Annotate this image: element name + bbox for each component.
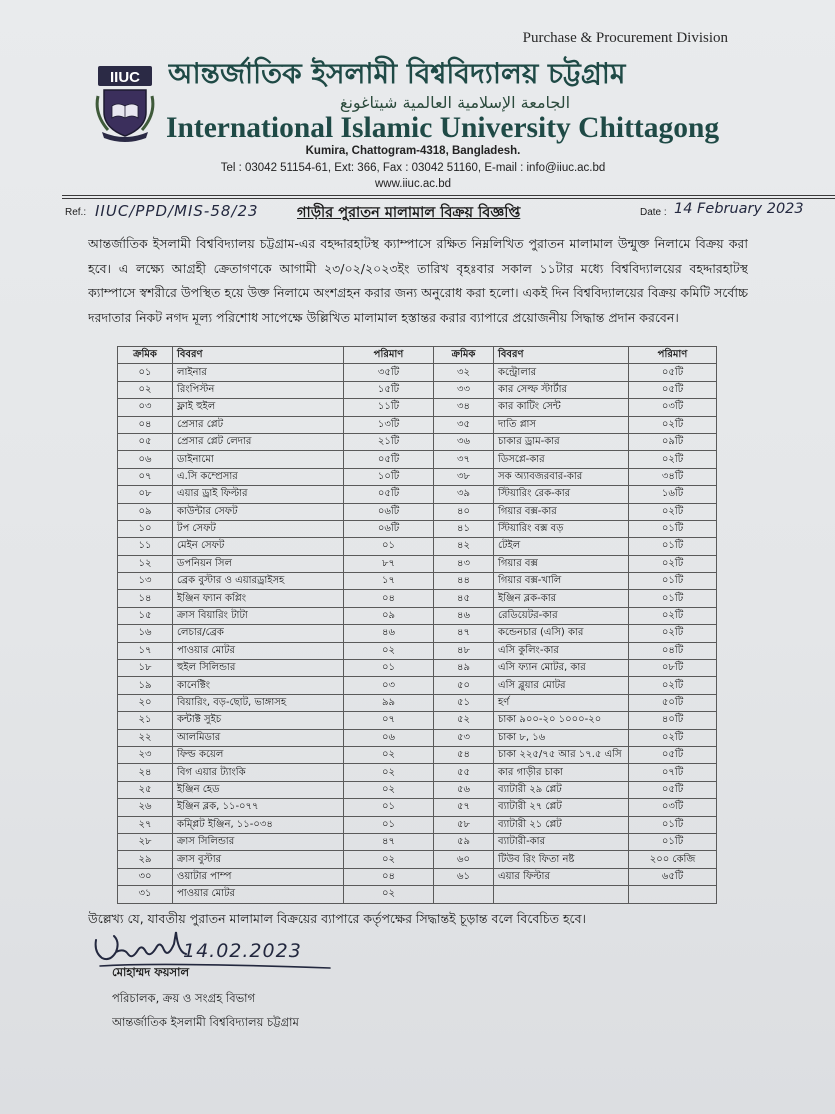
- quantity-cell: ০২টি: [629, 677, 717, 694]
- date-label: Date :: [640, 207, 667, 218]
- item-cell: দাতি প্লাস: [494, 416, 629, 433]
- header-serial: ক্রমিক: [118, 347, 173, 364]
- table-row: [118, 503, 717, 520]
- item-cell: বিয়ারিং, বড়-ছোট, ভাঙ্গাসহ: [173, 694, 344, 711]
- quantity-cell: ০৪: [344, 590, 434, 607]
- item-cell: ফিল্ড কয়েল: [173, 746, 344, 763]
- serial-cell: ৫৮: [434, 816, 494, 833]
- notice-body: আন্তর্জাতিক ইসলামী বিশ্ববিদ্যালয় চট্টগ্রাম-এর বহদ্দারহাটস্থ ক্যাম্পাসে রক্ষিত নিম্নলিখিত পুরাতন মালামাল উন্মুক্ত নিলামে বিক্রয় করা হবে। এ লক্ষ্যে আগ্রহী ক্রেতাগণকে আগামী ২৩/০২/২০২৩ইং তারিখ বৃহঃবার সকাল ১১টার মধ্যে বিশ্ববিদ্যালয়ের বহদ্দারহাটস্থ ক্যাম্পাসে স্বশরীরে উপস্থিত হয়ে উক্ত নিলামে অংশগ্রহন করার জন্য অনুরোধ করা হলো। একই দিন বিশ্ববিদ্যালয়ের বিক্রয় কমিটি সর্বোচ্চ দরদাতার নিকট নগদ মূল্য পরিশোধ সাপেক্ষে উল্লিখিত মালামাল হস্তান্তর করার ব্যাপারে প্রয়োজনীয় সিদ্ধান্ত প্রদান করবেন।: [88, 236, 748, 325]
- table-row: [118, 538, 717, 555]
- closing-note: উল্লেখ্য যে, যাবতীয় পুরাতন মালামাল বিক্রয়ের ব্যাপারে কর্তৃপক্ষের সিদ্ধান্তই চূড়ান্ত বলে বিবেচিত হবে।: [88, 911, 586, 926]
- items-table: [117, 346, 717, 904]
- quantity-cell: ৯৯: [344, 694, 434, 711]
- quantity-cell: ৩৪টি: [629, 468, 717, 485]
- table-row: [118, 868, 717, 885]
- table-row: [118, 607, 717, 624]
- serial-cell: ৩৫: [434, 416, 494, 433]
- item-cell: ডপনিয়ন সিল: [173, 555, 344, 572]
- quantity-cell: ০১: [344, 660, 434, 677]
- item-cell: গিয়ার বক্স-খালি: [494, 573, 629, 590]
- header-quantity: পরিমাণ: [344, 347, 434, 364]
- quantity-cell: ০৫টি: [344, 486, 434, 503]
- quantity-cell: ০২টি: [629, 555, 717, 572]
- quantity-cell: ০৭: [344, 712, 434, 729]
- table-row: [118, 764, 717, 781]
- quantity-cell: ০১টি: [629, 833, 717, 850]
- item-cell: ওয়াটার পাম্প: [173, 868, 344, 885]
- contact-line: Tel : 03042 51154-61, Ext: 366, Fax : 03042 51160, E-mail : info@iiuc.ac.bd: [220, 162, 606, 174]
- serial-cell: ০৮: [118, 486, 173, 503]
- item-cell: টেইল: [494, 538, 629, 555]
- serial-cell: ৪৫: [434, 590, 494, 607]
- item-cell: স্টিয়ারিং বক্স বড়: [494, 520, 629, 537]
- serial-cell: ১৯: [118, 677, 173, 694]
- table-row: [118, 712, 717, 729]
- signatory-designation: পরিচালক, ক্রয় ও সংগ্রহ বিভাগ: [112, 991, 256, 1005]
- quantity-cell: ০২: [344, 764, 434, 781]
- item-cell: গিয়ার বক্স: [494, 555, 629, 572]
- item-cell: ব্রেক বুস্টার ও এয়ারড্রাইসহ: [173, 573, 344, 590]
- item-cell: টপ সেফট: [173, 520, 344, 537]
- serial-cell: ৫৬: [434, 781, 494, 798]
- serial-cell: ৩৩: [434, 381, 494, 398]
- serial-cell: ৩৯: [434, 486, 494, 503]
- quantity-cell: [629, 886, 717, 903]
- item-cell: এসি ফ্যান মোটর, কার: [494, 660, 629, 677]
- table-row: [118, 590, 717, 607]
- table-row: [118, 399, 717, 416]
- quantity-cell: ০২টি: [629, 451, 717, 468]
- table-row: [118, 694, 717, 711]
- item-cell: সক অ্যাবজরবার-কার: [494, 468, 629, 485]
- serial-cell: ৩৬: [434, 433, 494, 450]
- serial-cell: ১৪: [118, 590, 173, 607]
- quantity-cell: ১০টি: [344, 468, 434, 485]
- quantity-cell: ১৭: [344, 573, 434, 590]
- quantity-cell: ০৫টি: [629, 364, 717, 381]
- serial-cell: ৫০: [434, 677, 494, 694]
- quantity-cell: ১৫টি: [344, 381, 434, 398]
- quantity-cell: ০২টি: [629, 729, 717, 746]
- quantity-cell: ০১: [344, 799, 434, 816]
- serial-cell: ০৯: [118, 503, 173, 520]
- quantity-cell: ০২: [344, 746, 434, 763]
- item-cell: এয়ার ড্রাই ফিল্টার: [173, 486, 344, 503]
- serial-cell: ৩১: [118, 886, 173, 903]
- quantity-cell: ০৭টি: [629, 764, 717, 781]
- university-name-english: International Islamic University Chittagong: [166, 112, 720, 144]
- serial-cell: ৪৬: [434, 607, 494, 624]
- serial-cell: ২৩: [118, 746, 173, 763]
- quantity-cell: ১৩টি: [344, 416, 434, 433]
- serial-cell: ৪৮: [434, 642, 494, 659]
- ref-number-handwritten: IIUC/PPD/MIS-58/23: [95, 202, 259, 220]
- division-name: Purchase & Procurement Division: [522, 30, 728, 46]
- item-cell: লেচার/ব্রেক: [173, 625, 344, 642]
- item-cell: হুইল সিলিন্ডার: [173, 660, 344, 677]
- item-cell: কানেক্টিং: [173, 677, 344, 694]
- item-cell: স্টিয়ারিং রেক-কার: [494, 486, 629, 503]
- serial-cell: ৫৩: [434, 729, 494, 746]
- item-cell: ক্রাস সিলিন্ডার: [173, 833, 344, 850]
- quantity-cell: ৪৭: [344, 833, 434, 850]
- quantity-cell: ৫০টি: [629, 694, 717, 711]
- serial-cell: ২৪: [118, 764, 173, 781]
- table-row: [118, 799, 717, 816]
- quantity-cell: ০২: [344, 781, 434, 798]
- table-row: [118, 851, 717, 868]
- item-cell: ব্যাটারী-কার: [494, 833, 629, 850]
- serial-cell: ৩২: [434, 364, 494, 381]
- quantity-cell: ০২: [344, 642, 434, 659]
- item-cell: এ.সি কম্প্রেসার: [173, 468, 344, 485]
- item-cell: ফ্লাই হুইল: [173, 399, 344, 416]
- quantity-cell: ০৪টি: [629, 642, 717, 659]
- item-cell: কার সেল্ফ স্টার্টার: [494, 381, 629, 398]
- item-cell: টিউব রিং ফিতা নষ্ট: [494, 851, 629, 868]
- item-cell: ডিসপ্লে-কার: [494, 451, 629, 468]
- serial-cell: ৪১: [434, 520, 494, 537]
- quantity-cell: ০২টি: [629, 625, 717, 642]
- item-cell: ক্রাস বুস্টার: [173, 851, 344, 868]
- table-row: [118, 729, 717, 746]
- item-cell: হর্ণ: [494, 694, 629, 711]
- signatory-organization: আন্তর্জাতিক ইসলামী বিশ্ববিদ্যালয় চট্টগ্রাম: [112, 1015, 299, 1029]
- table-body: [118, 364, 717, 903]
- item-cell: ইঞ্জিন ফ্যান কপ্লিং: [173, 590, 344, 607]
- university-name-bengali: আন্তর্জাতিক ইসলামী বিশ্ববিদ্যালয় চট্টগ্রাম: [168, 57, 626, 90]
- table-row: [118, 451, 717, 468]
- serial-cell: ২৯: [118, 851, 173, 868]
- item-cell: কম্প্লিট ইঞ্জিন, ১১-০৩৪: [173, 816, 344, 833]
- university-name-arabic: الجامعة الإسلامية العالمية شيتاغونغ: [339, 93, 571, 112]
- header-description: বিবরণ: [173, 347, 344, 364]
- quantity-cell: ০১টি: [629, 590, 717, 607]
- quantity-cell: ২১টি: [344, 433, 434, 450]
- quantity-cell: ৪০টি: [629, 712, 717, 729]
- serial-cell: ৪৭: [434, 625, 494, 642]
- item-cell: ইঞ্জিন ব্লক, ১১-০৭৭: [173, 799, 344, 816]
- quantity-cell: ০২টি: [629, 416, 717, 433]
- table-row: [118, 416, 717, 433]
- serial-cell: ১৬: [118, 625, 173, 642]
- quantity-cell: ০৬টি: [344, 503, 434, 520]
- quantity-cell: ০৬: [344, 729, 434, 746]
- serial-cell: ১৫: [118, 607, 173, 624]
- table-row: [118, 816, 717, 833]
- item-cell: কাউন্টার সেফট: [173, 503, 344, 520]
- serial-cell: ২৮: [118, 833, 173, 850]
- university-logo: [94, 66, 156, 142]
- item-cell: প্রেসার প্লেট লেদার: [173, 433, 344, 450]
- quantity-cell: ২০০ কেজি: [629, 851, 717, 868]
- serial-cell: ৫১: [434, 694, 494, 711]
- quantity-cell: ০৩টি: [629, 399, 717, 416]
- serial-cell: ৩০: [118, 868, 173, 885]
- serial-cell: ৪৩: [434, 555, 494, 572]
- serial-cell: ২৭: [118, 816, 173, 833]
- quantity-cell: ০২টি: [629, 503, 717, 520]
- quantity-cell: ০১টি: [629, 538, 717, 555]
- quantity-cell: ৮৭: [344, 555, 434, 572]
- table-row: [118, 746, 717, 763]
- item-cell: ব্যাটারী ২৯ প্লেট: [494, 781, 629, 798]
- serial-cell: ৫৭: [434, 799, 494, 816]
- item-cell: এসি ব্লুয়ার মোটর: [494, 677, 629, 694]
- quantity-cell: ১৬টি: [629, 486, 717, 503]
- quantity-cell: ০৪: [344, 868, 434, 885]
- table-row: [118, 833, 717, 850]
- serial-cell: ২৬: [118, 799, 173, 816]
- item-cell: রিংপিস্টন: [173, 381, 344, 398]
- item-cell: কার কাটিং সেন্ট: [494, 399, 629, 416]
- quantity-cell: ০১টি: [629, 520, 717, 537]
- table-row: [118, 486, 717, 503]
- serial-cell: ৪২: [434, 538, 494, 555]
- table-row: [118, 781, 717, 798]
- logo-text: IIUC: [110, 69, 140, 86]
- header-serial: ক্রমিক: [434, 347, 494, 364]
- serial-cell: ৫৯: [434, 833, 494, 850]
- quantity-cell: ০১টি: [629, 573, 717, 590]
- serial-cell: ৪০: [434, 503, 494, 520]
- serial-cell: ৫২: [434, 712, 494, 729]
- quantity-cell: ০২: [344, 886, 434, 903]
- table-row: [118, 677, 717, 694]
- item-cell: পাওয়ার মোটর: [173, 642, 344, 659]
- serial-cell: ০১: [118, 364, 173, 381]
- table-row: [118, 433, 717, 450]
- serial-cell: ২৫: [118, 781, 173, 798]
- table-row: [118, 555, 717, 572]
- serial-cell: ৫৫: [434, 764, 494, 781]
- table-row: [118, 573, 717, 590]
- serial-cell: ৪৯: [434, 660, 494, 677]
- item-cell: এসি কুলিং-কার: [494, 642, 629, 659]
- serial-cell: ১১: [118, 538, 173, 555]
- serial-cell: ১৩: [118, 573, 173, 590]
- item-cell: চাকা ৯০০-২০ ১০০০-২০: [494, 712, 629, 729]
- quantity-cell: ০৯টি: [629, 433, 717, 450]
- quantity-cell: ০৫টি: [629, 781, 717, 798]
- notice-title: গাড়ীর পুরাতন মালামাল বিক্রয় বিজ্ঞপ্তি: [297, 205, 521, 221]
- quantity-cell: ৪৬: [344, 625, 434, 642]
- quantity-cell: ৬৫টি: [629, 868, 717, 885]
- header-description: বিবরণ: [494, 347, 629, 364]
- item-cell: কন্ট্রোলার: [494, 364, 629, 381]
- serial-cell: ২০: [118, 694, 173, 711]
- quantity-cell: ০৫টি: [629, 746, 717, 763]
- item-cell: [494, 886, 629, 903]
- item-cell: আলমিডার: [173, 729, 344, 746]
- header-quantity: পরিমাণ: [629, 347, 717, 364]
- item-cell: গিয়ার বক্স-কার: [494, 503, 629, 520]
- table-row: [118, 381, 717, 398]
- quantity-cell: ১১টি: [344, 399, 434, 416]
- quantity-cell: ০৬টি: [344, 520, 434, 537]
- item-cell: পাওয়ার মোটর: [173, 886, 344, 903]
- item-cell: বিগ এয়ার ট্যাংকি: [173, 764, 344, 781]
- item-cell: এয়ার ফিল্টার: [494, 868, 629, 885]
- table-row: [118, 642, 717, 659]
- signature-date-handwritten: 14.02.2023: [183, 940, 302, 962]
- quantity-cell: ০১টি: [629, 816, 717, 833]
- item-cell: রেডিয়েটর-কার: [494, 607, 629, 624]
- quantity-cell: ০৩: [344, 677, 434, 694]
- table-row: [118, 520, 717, 537]
- quantity-cell: ০৫টি: [344, 451, 434, 468]
- table-row: [118, 364, 717, 381]
- serial-cell: ১০: [118, 520, 173, 537]
- item-cell: ইঞ্জিন ব্লক-কার: [494, 590, 629, 607]
- item-cell: চাকা ২২৫/৭৫ আর ১৭.৫ এসি: [494, 746, 629, 763]
- date-handwritten: 14 February 2023: [674, 201, 804, 217]
- ref-label: Ref.:: [65, 207, 87, 218]
- item-cell: চাকা ৮, ১৬: [494, 729, 629, 746]
- item-cell: প্রেসার প্লেট: [173, 416, 344, 433]
- serial-cell: ১৭: [118, 642, 173, 659]
- item-cell: কার গাড়ীর চাকা: [494, 764, 629, 781]
- serial-cell: ০২: [118, 381, 173, 398]
- serial-cell: ৫৪: [434, 746, 494, 763]
- serial-cell: ৪৪: [434, 573, 494, 590]
- serial-cell: ১২: [118, 555, 173, 572]
- quantity-cell: ০৫টি: [629, 381, 717, 398]
- item-cell: ইঞ্জিন হেড: [173, 781, 344, 798]
- table-row: [118, 886, 717, 903]
- table-row: [118, 468, 717, 485]
- item-cell: ব্যাটারী ২৭ প্লেট: [494, 799, 629, 816]
- serial-cell: ২২: [118, 729, 173, 746]
- quantity-cell: ০১: [344, 816, 434, 833]
- quantity-cell: ৩৫টি: [344, 364, 434, 381]
- item-cell: মেইন সেফট: [173, 538, 344, 555]
- serial-cell: ০৫: [118, 433, 173, 450]
- item-cell: ব্যাটারী ২১ প্লেট: [494, 816, 629, 833]
- serial-cell: ৩৮: [434, 468, 494, 485]
- quantity-cell: ০২টি: [629, 607, 717, 624]
- quantity-cell: ০১: [344, 538, 434, 555]
- quantity-cell: ০৮টি: [629, 660, 717, 677]
- serial-cell: ১৮: [118, 660, 173, 677]
- serial-cell: ৬১: [434, 868, 494, 885]
- signatory-name: মোহাম্মদ ফয়সাল: [112, 965, 190, 979]
- website-line: www.iiuc.ac.bd: [374, 178, 452, 190]
- address-line: Kumira, Chattogram-4318, Bangladesh.: [305, 145, 521, 157]
- serial-cell: ০৪: [118, 416, 173, 433]
- quantity-cell: ০৯: [344, 607, 434, 624]
- quantity-cell: ০২: [344, 851, 434, 868]
- serial-cell: ০৬: [118, 451, 173, 468]
- item-cell: কন্ডেনচার (এসি) কার: [494, 625, 629, 642]
- serial-cell: ০৩: [118, 399, 173, 416]
- table-header-row: [118, 347, 717, 364]
- serial-cell: ০৭: [118, 468, 173, 485]
- serial-cell: ৩৪: [434, 399, 494, 416]
- serial-cell: [434, 886, 494, 903]
- serial-cell: ৩৭: [434, 451, 494, 468]
- table-row: [118, 625, 717, 642]
- item-cell: কন্টাক্ট সুইচ: [173, 712, 344, 729]
- quantity-cell: ০৩টি: [629, 799, 717, 816]
- item-cell: লাইনার: [173, 364, 344, 381]
- serial-cell: ২১: [118, 712, 173, 729]
- serial-cell: ৬০: [434, 851, 494, 868]
- item-cell: ক্রাস বিয়ারিং টাটা: [173, 607, 344, 624]
- item-cell: ডাইনামো: [173, 451, 344, 468]
- table-row: [118, 660, 717, 677]
- item-cell: চাকার ড্রাম-কার: [494, 433, 629, 450]
